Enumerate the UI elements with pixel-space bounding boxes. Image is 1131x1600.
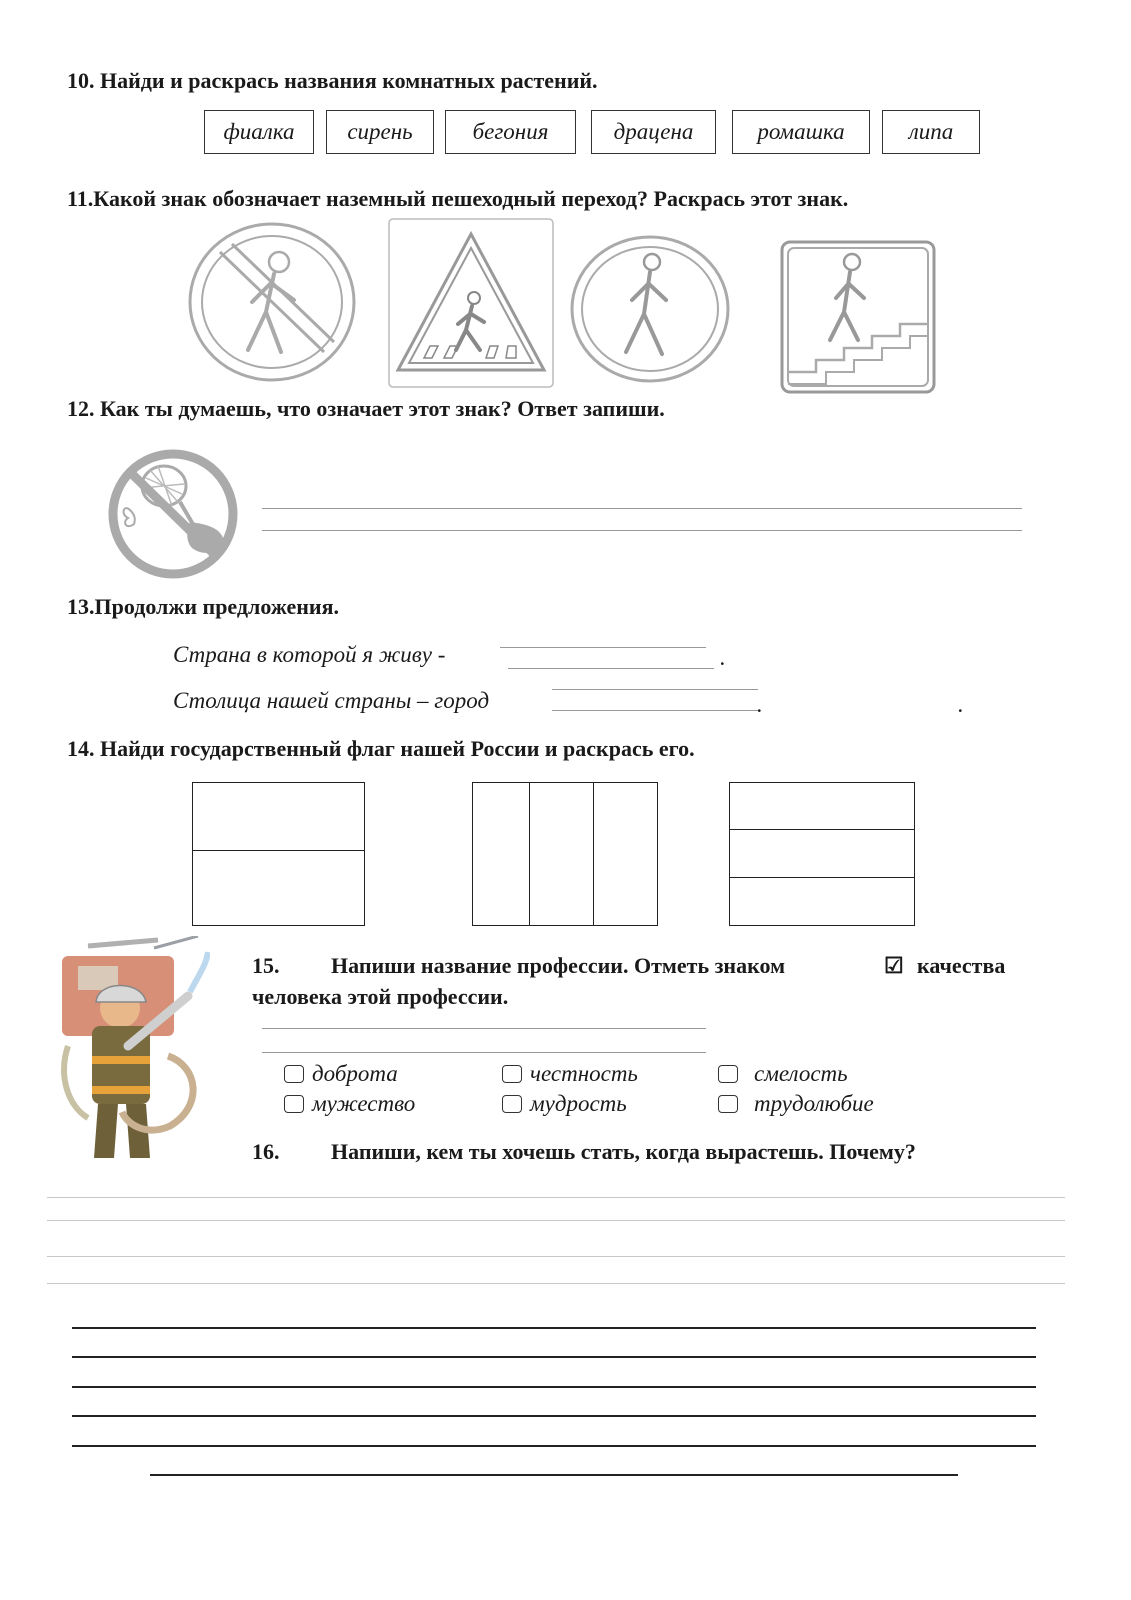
quality-label: смелость: [754, 1061, 848, 1086]
flag-three-stripes[interactable]: [729, 782, 915, 926]
capital-answer-line-2[interactable]: [552, 710, 758, 711]
profession-answer-line-1[interactable]: [262, 1028, 706, 1029]
stray-period: .: [958, 692, 964, 717]
country-answer-line-2[interactable]: [508, 668, 714, 669]
q15-text-line2: человека этой профессии.: [252, 984, 509, 1009]
q16-answer-line[interactable]: [72, 1386, 1036, 1388]
q12-heading: 12. Как ты думаешь, что означает этот знак? Ответ запиши.: [67, 396, 665, 421]
checkbox-icon[interactable]: [502, 1065, 522, 1083]
country-answer-line-1[interactable]: [500, 647, 706, 648]
quality-label: честность: [530, 1061, 638, 1086]
q16-writing-line[interactable]: [47, 1283, 1065, 1284]
quality-label: трудолюбие: [754, 1091, 874, 1116]
q15-text-after: качества: [917, 953, 1006, 978]
pedestrian-path-sign[interactable]: [570, 234, 730, 384]
flag-two-stripes[interactable]: [192, 782, 365, 926]
checkbox-icon[interactable]: [502, 1095, 522, 1113]
plant-word-4[interactable]: драцена: [591, 110, 716, 154]
flag-stripe-divider: [730, 877, 914, 878]
quality-label: доброта: [312, 1061, 398, 1086]
no-pedestrians-sign[interactable]: [186, 222, 358, 386]
profession-answer-line-2[interactable]: [262, 1052, 706, 1053]
underground-crossing-sign[interactable]: [780, 240, 936, 394]
sentence-capital: Столица нашей страны – город: [173, 688, 490, 713]
quality-checkbox-honesty[interactable]: [502, 1061, 638, 1087]
pedestrian-crossing-sign[interactable]: [388, 218, 554, 388]
q12-answer-line-2[interactable]: [262, 530, 1022, 531]
q16-text: Напиши, кем ты хочешь стать, когда вырастешь. Почему?: [331, 1139, 916, 1164]
quality-label: мужество: [312, 1091, 416, 1116]
quality-label: мудрость: [530, 1091, 627, 1116]
checkbox-icon[interactable]: [284, 1095, 304, 1113]
q13-heading: 13.Продолжи предложения.: [67, 594, 340, 619]
capital-period: .: [757, 692, 763, 717]
sentence-country: Страна в которой я живу -: [173, 642, 446, 667]
q15-text: Напиши название профессии. Отметь знаком: [331, 953, 786, 978]
flag-stripe-divider: [529, 783, 530, 925]
q16-writing-line[interactable]: [47, 1220, 1065, 1221]
q16-number: 16.: [252, 1139, 280, 1164]
capital-answer-line-1[interactable]: [552, 689, 758, 690]
country-period: .: [720, 645, 726, 670]
quality-checkbox-kindness[interactable]: [284, 1061, 398, 1087]
q12-answer-line-1[interactable]: [262, 508, 1022, 509]
flag-stripe-divider: [593, 783, 594, 925]
q10-heading: 10. Найди и раскрась названия комнатных растений.: [67, 68, 598, 93]
checkbox-icon[interactable]: [718, 1095, 738, 1113]
quality-checkbox-diligence[interactable]: [718, 1091, 874, 1117]
plant-word-1[interactable]: фиалка: [204, 110, 314, 154]
no-catching-butterflies-sign: [106, 448, 240, 580]
plant-word-2[interactable]: сирень: [326, 110, 434, 154]
q16-writing-line[interactable]: [47, 1197, 1065, 1198]
q16-answer-line[interactable]: [72, 1356, 1036, 1358]
checkbox-icon[interactable]: [284, 1065, 304, 1083]
checkmark-icon: ☑: [884, 953, 904, 978]
flag-stripe-divider: [730, 829, 914, 830]
plant-word-6[interactable]: липа: [882, 110, 980, 154]
q16-answer-line[interactable]: [72, 1327, 1036, 1329]
q16-answer-line[interactable]: [72, 1415, 1036, 1417]
flag-vertical-stripes[interactable]: [472, 782, 658, 926]
firefighter-illustration: [58, 936, 210, 1166]
checkbox-icon[interactable]: [718, 1065, 738, 1083]
q16-writing-line[interactable]: [47, 1256, 1065, 1257]
q16-answer-line[interactable]: [150, 1474, 958, 1476]
flag-stripe-divider: [193, 850, 364, 851]
q11-heading: 11.Какой знак обозначает наземный пешеходный переход? Раскрась этот знак.: [67, 186, 849, 211]
plant-word-3[interactable]: бегония: [445, 110, 576, 154]
plant-word-5[interactable]: ромашка: [732, 110, 870, 154]
q16-answer-line[interactable]: [72, 1445, 1036, 1447]
quality-checkbox-bravery[interactable]: [718, 1061, 848, 1087]
q14-heading: 14. Найди государственный флаг нашей России и раскрась его.: [67, 736, 695, 761]
quality-checkbox-courage[interactable]: [284, 1091, 415, 1117]
q15-number: 15.: [252, 953, 280, 978]
quality-checkbox-wisdom[interactable]: [502, 1091, 627, 1117]
